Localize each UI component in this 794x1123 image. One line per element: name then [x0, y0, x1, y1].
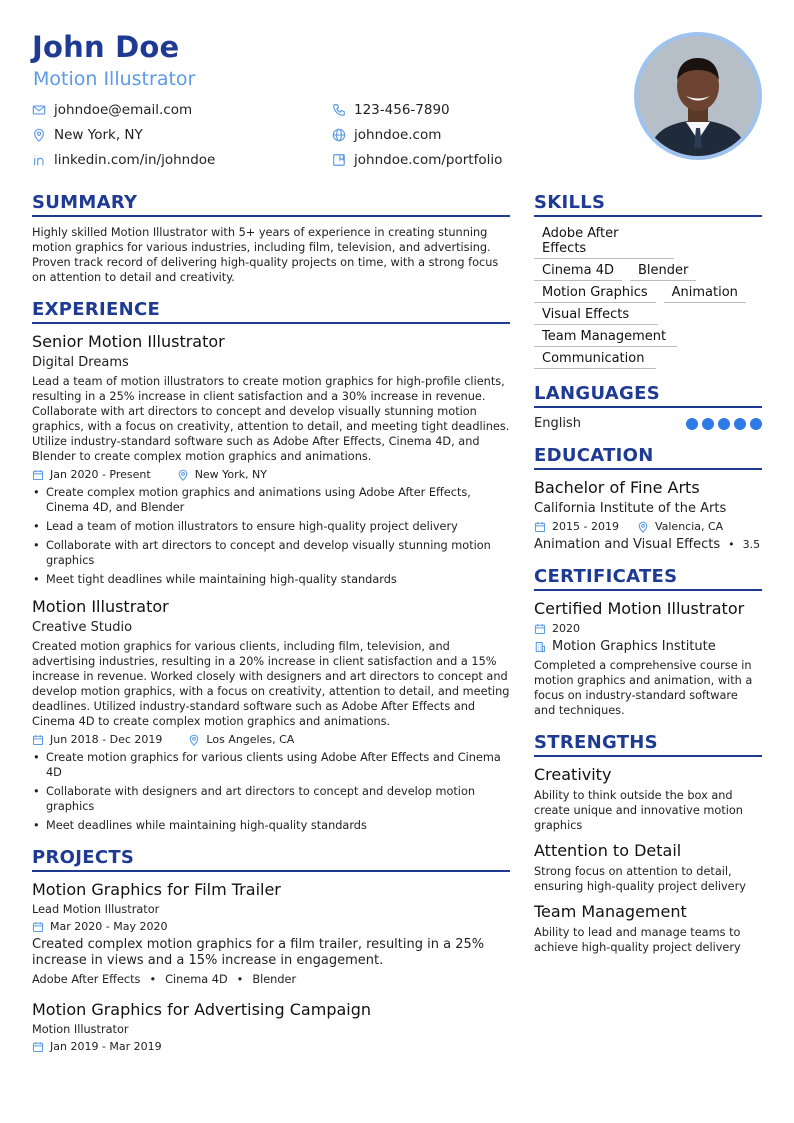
project-meta [32, 920, 510, 933]
project-entry [32, 1000, 510, 1053]
job-bullets [32, 485, 510, 587]
contact-linkedin-text: linkedin.com/in/johndoe [54, 151, 216, 168]
project-entry [32, 880, 510, 986]
separator-dot: • [728, 538, 735, 551]
strengths-section [534, 732, 762, 955]
education-location: Valencia, CA [654, 520, 724, 533]
language-row [534, 416, 762, 431]
projects-section [32, 847, 510, 1053]
project-role: Lead Motion Illustrator [32, 903, 160, 916]
education-degree: Bachelor of Fine Arts [534, 478, 700, 497]
job-title: Motion Illustrator [32, 597, 169, 616]
job-company: Digital Dreams [32, 355, 129, 370]
strength-description: Ability to lead and manage teams to achieve high-quality project delivery [534, 926, 741, 954]
education-section [534, 445, 762, 552]
job-dates: Jun 2018 - Dec 2019 [50, 733, 163, 746]
profile-portrait-icon [638, 36, 758, 156]
contact-phone-text: 123-456-7890 [354, 101, 450, 118]
project-description: Created complex motion graphics for a film trailer, resulting in a 25% increase in views and a 15% increase in engagement. [32, 937, 485, 968]
job-bullet: • Meet deadlines while maintaining high-quality standards [46, 818, 510, 833]
job-bullet: • Collaborate with designers and art directors to concept and develop motion graphics [46, 784, 510, 814]
project-tech: Cinema 4D [165, 973, 228, 986]
skill-tag: Motion Graphics [534, 284, 656, 303]
project-role: Motion Illustrator [32, 1023, 129, 1036]
job-entry [32, 332, 510, 587]
strengths-heading: STRENGTHS [534, 732, 762, 757]
job-meta [32, 468, 510, 481]
job-description: Lead a team of motion illustrators to create motion graphics for high-profile clients, resulting in a 25% increase in client satisfaction and a 30% increase in revenue. Collaborate with art directors to concept and develop visually stunning motion graphics, with a focus on creativity, attention to detail, and meeting tight deadlines. Utilize industry-standard software such as Adobe After Effects, Cinema 4D, and Blender to create complex motion graphics and animations. [32, 375, 510, 463]
job-location: Los Angeles, CA [206, 733, 295, 746]
contact-phone[interactable] [332, 100, 592, 119]
skill-tag: Adobe After Effects [534, 225, 674, 259]
certificates-section [534, 566, 762, 718]
job-location: New York, NY [194, 468, 267, 481]
job-bullet: • Lead a team of motion illustrators to ensure high-quality project delivery [46, 519, 510, 534]
education-school: California Institute of the Arts [534, 501, 727, 516]
job-dates: Jan 2020 - Present [50, 468, 151, 481]
strength-title: Creativity [534, 765, 612, 784]
level-dot [750, 418, 762, 430]
education-heading: EDUCATION [534, 445, 762, 470]
job-description: Created motion graphics for various clients, including film, television, and advertising industries, resulting in a 20% increase in client satisfaction and a 15% increase in revenue. Worked closely with designers and art directors to concept and develop motion graphics, with a focus on creativity, attention to detail, and meeting deadlines. Utilized industry-standard software such as Adobe After Effects and Cinema 4D to create complex motion graphics and animations. [32, 640, 510, 728]
strength-description: Ability to think outside the box and create unique and innovative motion graphics [534, 789, 743, 832]
project-dates: Mar 2020 - May 2020 [50, 920, 168, 933]
projects-heading: PROJECTS [32, 847, 510, 872]
calendar-icon [32, 1041, 44, 1053]
skill-tag: Visual Effects [534, 306, 658, 325]
contact-location [32, 125, 332, 144]
contact-website-text: johndoe.com [354, 126, 442, 143]
right-column [534, 192, 762, 969]
job-bullet: • Create motion graphics for various clients using Adobe After Effects and Cinema 4D [46, 750, 510, 780]
globe-icon [332, 128, 346, 142]
contact-linkedin[interactable] [32, 150, 332, 169]
level-dot [734, 418, 746, 430]
contact-email[interactable] [32, 100, 332, 119]
skills-heading: SKILLS [534, 192, 762, 217]
certificate-description: Completed a comprehensive course in motion graphics and animation, with a focus on industry-standard software and techniques. [534, 659, 753, 717]
experience-heading: EXPERIENCE [32, 299, 510, 324]
calendar-icon [32, 921, 44, 933]
strength-description: Strong focus on attention to detail, ensuring high-quality project delivery [534, 865, 746, 893]
contact-location-text: New York, NY [54, 126, 143, 143]
job-bullet: • Create complex motion graphics and animations using Adobe After Effects, Cinema 4D, and Blender [46, 485, 510, 515]
separator-dot: • [236, 973, 244, 986]
certificate-year: 2020 [552, 622, 580, 635]
location-icon [32, 128, 46, 142]
job-bullets [32, 750, 510, 833]
language-name: English [534, 416, 581, 431]
contact-list [32, 100, 592, 169]
education-meta [534, 520, 762, 533]
job-bullet: • Meet tight deadlines while maintaining high-quality standards [46, 572, 510, 587]
profile-photo [634, 32, 762, 160]
job-bullet: • Collaborate with art directors to concept and develop visually stunning motion graphics [46, 538, 510, 568]
skills-section [534, 192, 762, 369]
location-icon [188, 734, 200, 746]
project-tech: Blender [252, 973, 297, 986]
education-dates: 2015 - 2019 [552, 520, 619, 533]
certificate-name: Certified Motion Illustrator [534, 599, 745, 618]
left-column [32, 192, 510, 1067]
summary-heading: SUMMARY [32, 192, 510, 217]
job-title: Senior Motion Illustrator [32, 332, 225, 351]
education-gpa: 3.5 [742, 538, 761, 551]
skill-tag: Communication [534, 350, 656, 369]
level-dot [686, 418, 698, 430]
contact-portfolio[interactable] [332, 150, 592, 169]
candidate-name: John Doe [32, 30, 180, 64]
calendar-icon [32, 734, 44, 746]
portfolio-icon [332, 153, 346, 167]
skill-tag: Cinema 4D [534, 262, 622, 281]
project-title: Motion Graphics for Film Trailer [32, 880, 281, 899]
location-icon [177, 469, 189, 481]
job-company: Creative Studio [32, 620, 133, 635]
languages-section [534, 383, 762, 431]
skill-tag: Team Management [534, 328, 677, 347]
job-meta [32, 733, 510, 746]
summary-section [32, 192, 510, 285]
job-entry [32, 597, 510, 833]
contact-email-text: johndoe@email.com [54, 101, 193, 118]
education-field: Animation and Visual Effects [534, 537, 721, 552]
location-icon [637, 521, 649, 533]
project-title: Motion Graphics for Advertising Campaign [32, 1000, 372, 1019]
skills-list [534, 225, 762, 369]
education-field-row [534, 537, 762, 552]
contact-website[interactable] [332, 125, 592, 144]
summary-text: Highly skilled Motion Illustrator with 5+ years of experience in creating stunning motion graphics for various industries, including film, television, and advertising. Proven track record of delivering high-quality projects on time, with a strong focus on attention to detail and creativity. [32, 226, 499, 284]
calendar-icon [534, 521, 546, 533]
certificate-year-row [534, 622, 762, 635]
email-icon [32, 103, 46, 117]
calendar-icon [32, 469, 44, 481]
languages-heading: LANGUAGES [534, 383, 762, 408]
candidate-role: Motion Illustrator [33, 68, 196, 90]
project-tech-list [32, 973, 510, 986]
project-dates: Jan 2019 - Mar 2019 [50, 1040, 162, 1053]
level-dot [718, 418, 730, 430]
strength-title: Team Management [534, 902, 687, 921]
project-meta [32, 1040, 510, 1053]
separator-dot: • [149, 973, 157, 986]
certificates-heading: CERTIFICATES [534, 566, 762, 591]
contact-portfolio-text: johndoe.com/portfolio [354, 151, 503, 168]
phone-icon [332, 103, 346, 117]
skill-tag: Blender [630, 262, 696, 281]
certificate-issuer-row [534, 639, 762, 654]
building-icon [534, 641, 546, 653]
experience-section [32, 299, 510, 833]
language-level [686, 418, 762, 430]
linkedin-icon [32, 153, 46, 167]
calendar-icon [534, 623, 546, 635]
strength-title: Attention to Detail [534, 841, 682, 860]
skill-tag: Animation [664, 284, 746, 303]
project-tech: Adobe After Effects [32, 973, 141, 986]
certificate-issuer: Motion Graphics Institute [552, 639, 716, 654]
level-dot [702, 418, 714, 430]
